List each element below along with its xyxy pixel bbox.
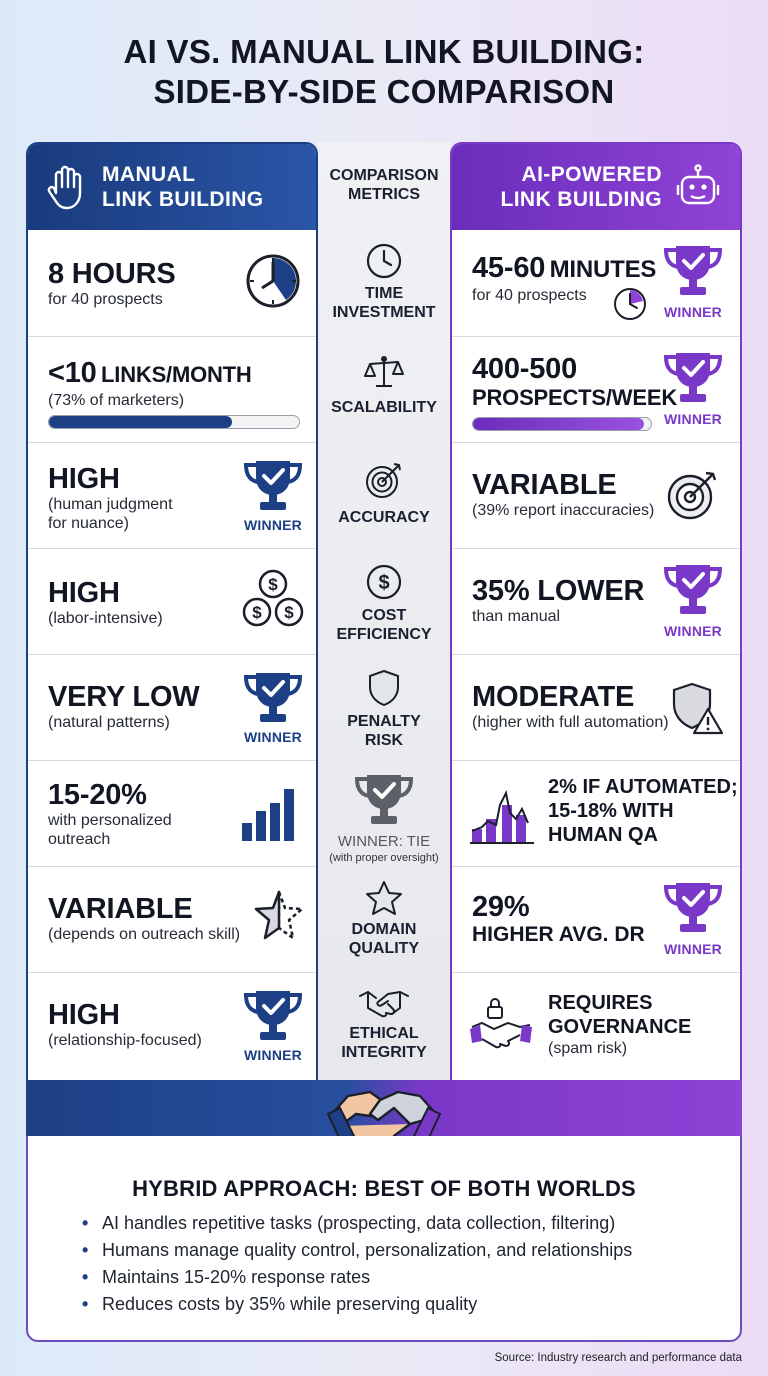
- svg-text:$: $: [268, 575, 278, 594]
- manual-time-value: 8 HOURS: [48, 258, 176, 290]
- trophy-icon: [662, 349, 724, 405]
- metric-response-tie: [318, 770, 450, 876]
- ai-time-unit: MINUTES: [549, 256, 657, 283]
- winner-badge: WINNER: [664, 411, 722, 427]
- handshake-icon: [358, 986, 410, 1020]
- svg-text:$: $: [252, 603, 262, 622]
- dollar-icon: [364, 562, 404, 602]
- manual-row-ethics: [28, 972, 316, 1078]
- ai-scalability-progress-fill: [473, 418, 644, 430]
- clock-icon: [244, 252, 302, 310]
- metric-accuracy: [318, 460, 450, 566]
- shield-icon: [366, 668, 402, 708]
- manual-row-penalty: [28, 654, 316, 760]
- metric-label: ACCURACY: [338, 509, 430, 526]
- title-line-1: AI VS. MANUAL LINK BUILDING:: [123, 33, 645, 70]
- metric-domain-quality: [318, 880, 450, 986]
- metric-ethical-integrity: [318, 986, 450, 1092]
- ai-cost-value: 35% LOWER: [472, 575, 645, 607]
- list-item: • Maintains 15-20% response rates: [88, 1264, 632, 1291]
- hand-icon: [46, 163, 86, 211]
- hybrid-approach-panel: [26, 1136, 742, 1342]
- manual-header: [28, 144, 316, 230]
- lock-handshake-icon: [468, 995, 534, 1055]
- ai-row-response: [452, 760, 740, 866]
- winner-badge: WINNER: [244, 1047, 302, 1063]
- robot-icon: [674, 163, 722, 211]
- winner-badge: WINNER: [664, 304, 722, 320]
- ai-header: [452, 144, 740, 230]
- manual-domain-note: (depends on outreach skill): [48, 926, 241, 943]
- manual-ethics-value: HIGH: [48, 999, 120, 1031]
- winner-badge: WINNER: [664, 941, 722, 957]
- ai-time-note: for 40 prospects: [472, 287, 587, 304]
- ai-penalty-value: MODERATE: [472, 681, 635, 713]
- manual-scalability-unit: LINKS/MONTH: [101, 362, 252, 387]
- metric-label: WINNER: TIE: [337, 833, 431, 850]
- ai-ethics-note: (spam risk): [548, 1040, 628, 1057]
- star-icon: [365, 880, 403, 916]
- manual-scalability-value: <10: [48, 357, 97, 389]
- ai-response-line-3: HUMAN QA: [548, 824, 658, 846]
- ai-row-penalty: [452, 654, 740, 760]
- manual-cost-note: (labor-intensive): [48, 610, 163, 627]
- ai-row-time: [452, 230, 740, 336]
- ai-time-value: 45-60: [472, 252, 546, 284]
- manual-row-time: [28, 230, 316, 336]
- metric-cost-efficiency: [318, 562, 450, 668]
- manual-row-domain: [28, 866, 316, 972]
- trophy-icon: [662, 242, 724, 298]
- metric-label: RISK: [364, 732, 404, 749]
- manual-scalability-note: (73% of marketers): [48, 392, 185, 409]
- clock-icon: [365, 242, 403, 280]
- list-item: • AI handles repetitive tasks (prospecting, data collection, filtering): [88, 1210, 632, 1237]
- metric-label: INTEGRITY: [341, 1044, 427, 1061]
- manual-penalty-note: (natural patterns): [48, 714, 170, 731]
- manual-response-note-1: with personalized: [48, 812, 172, 829]
- manual-penalty-value: VERY LOW: [48, 681, 200, 713]
- metric-time-investment: [318, 242, 450, 348]
- ai-row-accuracy: [452, 442, 740, 548]
- manual-row-cost: [28, 548, 316, 654]
- manual-cost-value: HIGH: [48, 577, 120, 609]
- source-note: Source: Industry research and performance data: [494, 1352, 742, 1364]
- list-item: • Reduces costs by 35% while preserving quality: [88, 1291, 632, 1318]
- metric-label: COST: [361, 607, 407, 624]
- ai-row-domain: [452, 866, 740, 972]
- page-title: [0, 32, 768, 112]
- manual-accuracy-value: HIGH: [48, 463, 120, 495]
- ai-ethics-line-1: REQUIRES: [548, 992, 653, 1014]
- bar-chart-icon: [238, 783, 302, 843]
- manual-accuracy-note-1: (human judgment: [48, 496, 173, 513]
- ai-accuracy-value: VARIABLE: [472, 469, 617, 501]
- metric-label: INVESTMENT: [332, 304, 436, 321]
- list-item: • Humans manage quality control, personalization, and relationships: [88, 1237, 632, 1264]
- trophy-icon: [353, 770, 415, 828]
- trophy-icon: [242, 987, 304, 1043]
- warning-shield-icon: [670, 681, 724, 737]
- ai-penalty-note: (higher with full automation): [472, 714, 669, 731]
- spike-chart-icon: [470, 785, 534, 845]
- metric-label: DOMAIN: [351, 921, 417, 938]
- manual-column: [26, 142, 318, 1082]
- ai-domain-value: 29%: [472, 891, 530, 923]
- svg-text:$: $: [378, 572, 390, 594]
- manual-time-note: for 40 prospects: [48, 291, 163, 308]
- manual-scalability-progress-fill: [49, 416, 232, 428]
- manual-scalability-progress: [48, 415, 300, 429]
- clock-icon: [612, 286, 648, 322]
- ai-row-scalability: [452, 336, 740, 442]
- manual-row-response: [28, 760, 316, 866]
- metrics-header: COMPARISON METRICS: [329, 167, 439, 203]
- ai-row-ethics: [452, 972, 740, 1078]
- metric-label: ETHICAL: [349, 1025, 419, 1042]
- coins-icon: [240, 567, 306, 633]
- ai-ethics-line-2: GOVERNANCE: [548, 1016, 692, 1038]
- winner-badge: WINNER: [244, 517, 302, 533]
- ai-column: [450, 142, 742, 1082]
- scales-icon: [364, 354, 404, 390]
- metric-sublabel: (with proper oversight): [329, 852, 439, 864]
- manual-header-title: MANUAL LINK BUILDING: [102, 163, 264, 211]
- winner-badge: WINNER: [244, 729, 302, 745]
- title-line-2: SIDE-BY-SIDE COMPARISON: [153, 73, 615, 110]
- ai-scalability-unit: PROSPECTS/WEEK: [472, 385, 678, 410]
- hybrid-title: HYBRID APPROACH: BEST OF BOTH WORLDS: [132, 1176, 636, 1201]
- metric-penalty-risk: [318, 668, 450, 774]
- metric-label: TIME: [364, 285, 404, 302]
- hybrid-bullet-list: [88, 1210, 632, 1318]
- metric-scalability: [318, 354, 450, 460]
- metric-label: EFFICIENCY: [336, 626, 432, 643]
- metrics-column: [318, 142, 450, 1082]
- metric-label: QUALITY: [348, 940, 420, 957]
- ai-response-line-1: 2% IF AUTOMATED;: [548, 776, 738, 798]
- manual-accuracy-note-2: for nuance): [48, 515, 129, 532]
- trophy-icon: [662, 561, 724, 617]
- winner-badge: WINNER: [664, 623, 722, 639]
- ai-response-line-2: 15-18% WITH: [548, 800, 674, 822]
- ai-domain-note: HIGHER AVG. DR: [472, 923, 645, 946]
- manual-response-note-2: outreach: [48, 831, 111, 848]
- metric-label: PENALTY: [347, 713, 421, 730]
- manual-response-value: 15-20%: [48, 779, 147, 811]
- ai-header-title: AI-POWERED LINK BUILDING: [500, 163, 662, 211]
- ai-scalability-value: 400-500: [472, 353, 578, 385]
- ai-cost-note: than manual: [472, 608, 561, 625]
- half-star-icon: [252, 889, 306, 943]
- metric-label: SCALABILITY: [331, 399, 437, 416]
- trophy-icon: [242, 669, 304, 725]
- manual-domain-value: VARIABLE: [48, 893, 193, 925]
- ai-accuracy-note: (39% report inaccuracies): [472, 502, 655, 519]
- svg-text:$: $: [284, 603, 294, 622]
- trophy-icon: [242, 457, 304, 513]
- manual-ethics-note: (relationship-focused): [48, 1032, 202, 1049]
- target-icon: [364, 460, 404, 500]
- manual-row-scalability: [28, 336, 316, 442]
- manual-row-accuracy: [28, 442, 316, 548]
- ai-scalability-progress: [472, 417, 652, 431]
- trophy-icon: [662, 879, 724, 935]
- target-icon: [666, 469, 720, 521]
- ai-row-cost: [452, 548, 740, 654]
